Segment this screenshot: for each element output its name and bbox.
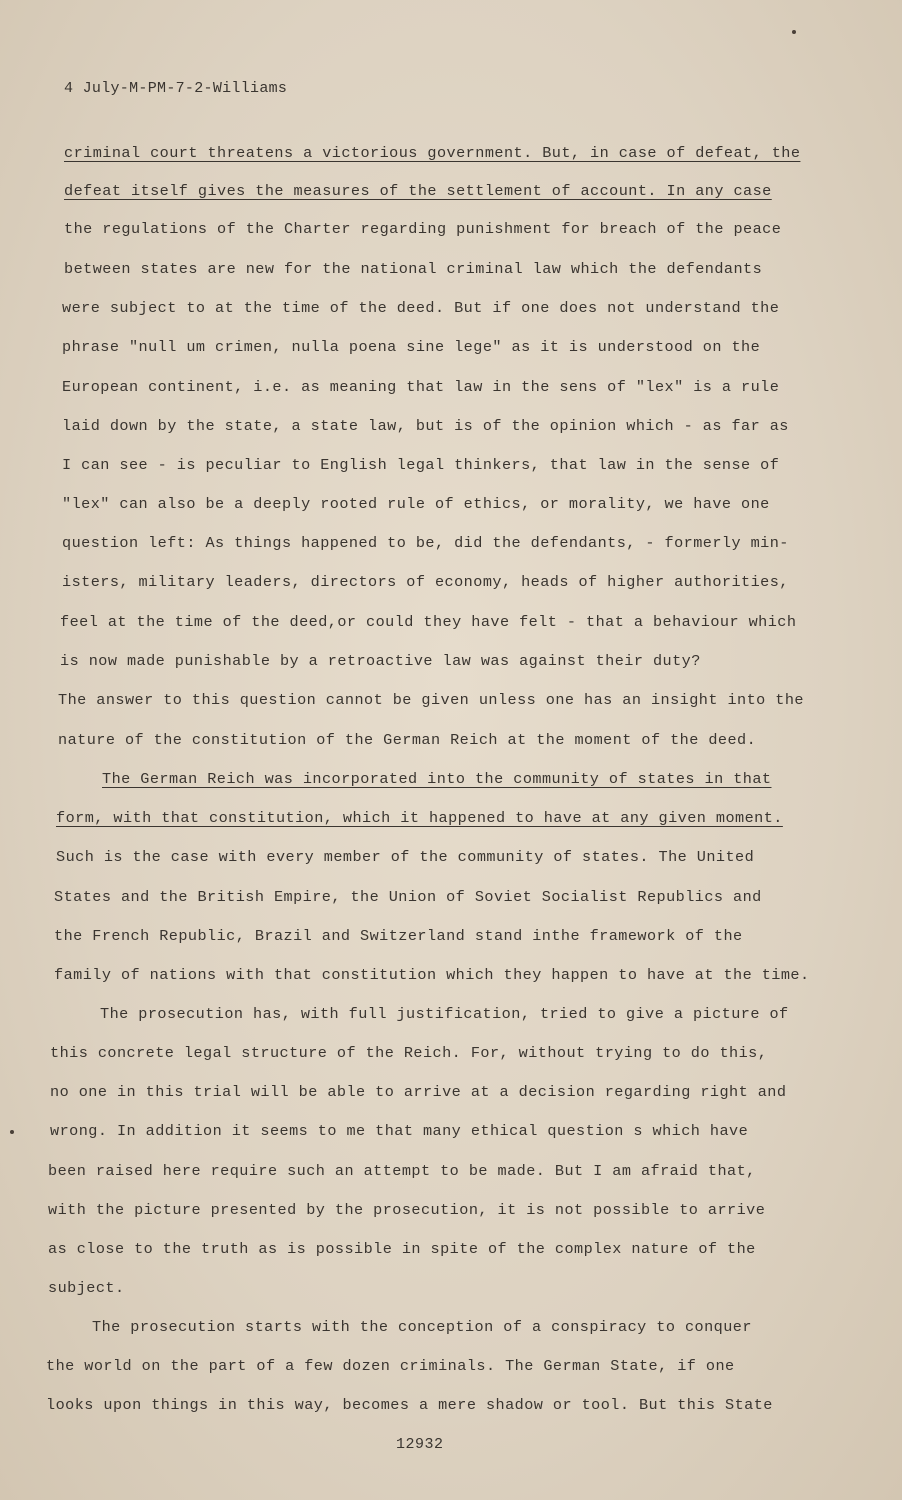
text-line: defeat itself gives the measures of the settlement of account. In any case	[64, 182, 772, 200]
text-line: were subject to at the time of the deed. But if one does not understand the	[62, 299, 780, 317]
text-line: States and the British Empire, the Union of Soviet Socialist Republics and	[54, 888, 762, 906]
text-line: family of nations with that constitution which they happen to have at the time.	[54, 966, 810, 984]
text-line: Such is the case with every member of the community of states. The United	[56, 848, 755, 866]
text-line: this concrete legal structure of the Reich. For, without trying to do this,	[50, 1044, 768, 1062]
text-line: laid down by the state, a state law, but is of the opinion which - as far as	[62, 417, 789, 435]
text-line: the regulations of the Charter regarding punishment for breach of the peace	[64, 220, 782, 238]
text-line: The prosecution has, with full justification, tried to give a picture of	[100, 1005, 789, 1023]
text-line: criminal court threatens a victorious government. But, in case of defeat, the	[64, 144, 801, 162]
ink-speck	[792, 30, 796, 34]
text-line: looks upon things in this way, becomes a mere shadow or tool. But this State	[46, 1396, 773, 1414]
page-number: 12932	[396, 1436, 444, 1453]
text-line: been raised here require such an attempt to be made. But I am afraid that,	[48, 1162, 756, 1180]
text-line: between states are new for the national criminal law which the defendants	[64, 260, 763, 278]
document-reference: 4 July-M-PM-7-2-Williams	[64, 80, 288, 97]
text-line: is now made punishable by a retroactive law was against their duty?	[60, 652, 701, 670]
text-line: as close to the truth as is possible in spite of the complex nature of the	[48, 1240, 756, 1258]
text-line: the world on the part of a few dozen criminals. The German State, if one	[46, 1357, 735, 1375]
text-line: feel at the time of the deed,or could they have felt - that a behaviour which	[60, 613, 797, 631]
text-line: The prosecution starts with the conception of a conspiracy to conquer	[92, 1318, 752, 1336]
text-line: nature of the constitution of the German Reich at the moment of the deed.	[58, 731, 757, 749]
text-line: The answer to this question cannot be given unless one has an insight into the	[58, 691, 804, 709]
text-line: no one in this trial will be able to arrive at a decision regarding right and	[50, 1083, 787, 1101]
text-line: subject.	[48, 1279, 125, 1297]
text-line: the French Republic, Brazil and Switzerland stand inthe framework of the	[54, 927, 743, 945]
text-line: "lex" can also be a deeply rooted rule of ethics, or morality, we have one	[62, 495, 770, 513]
ink-speck	[10, 1130, 14, 1134]
text-line: with the picture presented by the prosecution, it is not possible to arrive	[48, 1201, 766, 1219]
text-line: isters, military leaders, directors of economy, heads of higher authorities,	[62, 573, 789, 591]
text-line: form, with that constitution, which it happened to have at any given moment.	[56, 809, 783, 827]
text-line: wrong. In addition it seems to me that many ethical question s which have	[50, 1122, 749, 1140]
text-line: I can see - is peculiar to English legal thinkers, that law in the sense of	[62, 456, 780, 474]
text-line: European continent, i.e. as meaning that law in the sens of "lex" is a rule	[62, 378, 780, 396]
text-line: question left: As things happened to be, did the defendants, - formerly min-	[62, 534, 789, 552]
text-line: The German Reich was incorporated into the community of states in that	[102, 770, 772, 788]
text-line: phrase "null um crimen, nulla poena sine lege" as it is understood on the	[62, 338, 761, 356]
